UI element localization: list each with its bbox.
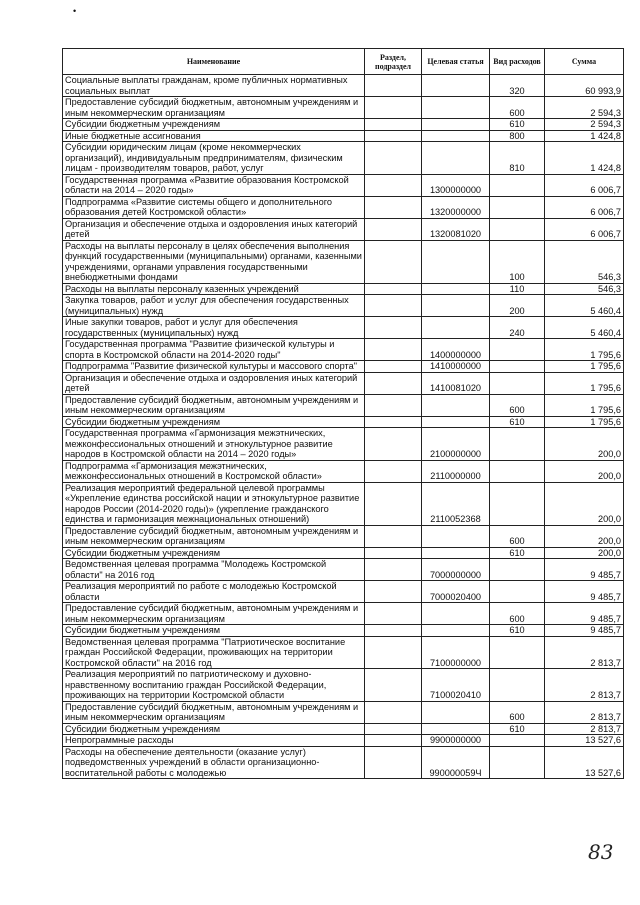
table-row [63, 174, 624, 196]
row-target-cell [422, 75, 490, 97]
table-row [63, 372, 624, 394]
table-row [63, 701, 624, 723]
row-target-cell [422, 701, 490, 723]
table-row [63, 547, 624, 559]
row-sum-cell: 2 813,7 [545, 669, 624, 702]
table-row [63, 196, 624, 218]
row-sum-cell: 9 485,7 [545, 581, 624, 603]
row-section-cell [365, 428, 422, 461]
row-section-cell [365, 625, 422, 637]
row-type-cell: 110 [490, 283, 545, 295]
row-type-cell: 610 [490, 119, 545, 131]
row-type-cell [490, 746, 545, 779]
row-section-cell [365, 130, 422, 142]
row-sum-cell: 5 460,4 [545, 295, 624, 317]
row-target-cell: 990000059Ч [422, 746, 490, 779]
table-row [63, 295, 624, 317]
row-name-cell: Предоставление субсидий бюджетным, автономным учреждениям и иным некоммерческим организациям [63, 525, 365, 547]
row-section-cell [365, 581, 422, 603]
row-section-cell [365, 416, 422, 428]
row-sum-cell: 9 485,7 [545, 603, 624, 625]
row-type-cell: 600 [490, 701, 545, 723]
row-sum-cell: 1 795,6 [545, 394, 624, 416]
row-section-cell [365, 240, 422, 283]
row-type-cell: 320 [490, 75, 545, 97]
row-section-cell [365, 547, 422, 559]
row-sum-cell: 2 813,7 [545, 701, 624, 723]
row-sum-cell: 1 795,6 [545, 361, 624, 373]
row-type-cell [490, 372, 545, 394]
row-section-cell [365, 559, 422, 581]
row-section-cell [365, 361, 422, 373]
row-section-cell [365, 295, 422, 317]
row-sum-cell: 6 006,7 [545, 174, 624, 196]
table-row [63, 559, 624, 581]
row-sum-cell: 200,0 [545, 525, 624, 547]
row-name-cell: Предоставление субсидий бюджетным, автономным учреждениям и иным некоммерческим организациям [63, 394, 365, 416]
row-type-cell: 810 [490, 142, 545, 175]
row-type-cell: 610 [490, 723, 545, 735]
row-section-cell [365, 603, 422, 625]
table-body [63, 75, 624, 779]
row-target-cell [422, 416, 490, 428]
row-section-cell [365, 636, 422, 669]
row-type-cell: 600 [490, 603, 545, 625]
row-target-cell [422, 142, 490, 175]
page-number: 83 [588, 840, 614, 864]
row-name-cell: Предоставление субсидий бюджетным, автономным учреждениям и иным некоммерческим организациям [63, 97, 365, 119]
row-name-cell: Субсидии бюджетным учреждениям [63, 416, 365, 428]
row-sum-cell: 546,3 [545, 283, 624, 295]
row-section-cell [365, 482, 422, 525]
row-name-cell: Реализация мероприятий по патриотическому и духовно-нравственному воспитанию граждан Российской Федерации, проживающих на территории Костромской области [63, 669, 365, 702]
table-row [63, 119, 624, 131]
row-section-cell [365, 196, 422, 218]
row-target-cell [422, 130, 490, 142]
row-target-cell: 1320000000 [422, 196, 490, 218]
table-row [63, 283, 624, 295]
row-sum-cell: 200,0 [545, 460, 624, 482]
row-sum-cell: 5 460,4 [545, 317, 624, 339]
row-section-cell [365, 525, 422, 547]
row-section-cell [365, 119, 422, 131]
row-target-cell [422, 547, 490, 559]
row-type-cell: 200 [490, 295, 545, 317]
budget-table [62, 48, 624, 779]
row-target-cell: 1300000000 [422, 174, 490, 196]
row-name-cell: Иные бюджетные ассигнования [63, 130, 365, 142]
row-sum-cell: 546,3 [545, 240, 624, 283]
row-target-cell: 7100020410 [422, 669, 490, 702]
row-type-cell [490, 581, 545, 603]
row-section-cell [365, 317, 422, 339]
row-name-cell: Подпрограмма "Развитие физической культуры и массового спорта" [63, 361, 365, 373]
table-row [63, 416, 624, 428]
table-row [63, 130, 624, 142]
row-type-cell [490, 174, 545, 196]
row-name-cell: Реализация мероприятий федеральной целевой программы «Укрепление единства российской нации и этнокультурное развитие народов России (2014-2020 годы)» (укрепление гражданского единства и гармонизация межнациональных отношений) [63, 482, 365, 525]
header-target: Целевая статья [422, 49, 490, 75]
row-target-cell [422, 119, 490, 131]
row-sum-cell: 9 485,7 [545, 559, 624, 581]
row-name-cell: Государственная программа «Гармонизация межэтнических, межконфессиональных отношений и этнокультурное развитие народов в Костромской области на 2014 – 2020 годы» [63, 428, 365, 461]
row-name-cell: Иные закупки товаров, работ и услуг для обеспечения государственных (муниципальных) нужд [63, 317, 365, 339]
row-name-cell: Реализация мероприятий по работе с молодежью Костромской области [63, 581, 365, 603]
row-sum-cell: 2 813,7 [545, 636, 624, 669]
row-name-cell: Предоставление субсидий бюджетным, автономным учреждениям и иным некоммерческим организациям [63, 603, 365, 625]
row-sum-cell: 2 594,3 [545, 119, 624, 131]
row-type-cell: 100 [490, 240, 545, 283]
row-type-cell: 600 [490, 97, 545, 119]
row-sum-cell: 6 006,7 [545, 218, 624, 240]
header-sum: Сумма [545, 49, 624, 75]
row-target-cell: 7100000000 [422, 636, 490, 669]
row-section-cell [365, 142, 422, 175]
row-type-cell [490, 669, 545, 702]
row-target-cell [422, 283, 490, 295]
row-name-cell: Организация и обеспечение отдыха и оздоровления иных категорий детей [63, 372, 365, 394]
row-section-cell [365, 460, 422, 482]
row-sum-cell: 60 993,9 [545, 75, 624, 97]
table-row [63, 97, 624, 119]
row-type-cell [490, 428, 545, 461]
table-row [63, 361, 624, 373]
table-row [63, 625, 624, 637]
row-target-cell: 1410081020 [422, 372, 490, 394]
header-name: Наименование [63, 49, 365, 75]
row-sum-cell: 200,0 [545, 482, 624, 525]
row-section-cell [365, 701, 422, 723]
row-target-cell [422, 295, 490, 317]
row-type-cell: 610 [490, 416, 545, 428]
row-target-cell: 1320081020 [422, 218, 490, 240]
table-row [63, 317, 624, 339]
row-section-cell [365, 394, 422, 416]
row-target-cell [422, 723, 490, 735]
row-name-cell: Государственная программа "Развитие физической культуры и спорта в Костромской области на 2014-2020 годы" [63, 339, 365, 361]
row-sum-cell: 9 485,7 [545, 625, 624, 637]
row-type-cell: 610 [490, 547, 545, 559]
table-row [63, 460, 624, 482]
row-sum-cell: 6 006,7 [545, 196, 624, 218]
row-section-cell [365, 75, 422, 97]
row-sum-cell: 200,0 [545, 547, 624, 559]
row-section-cell [365, 723, 422, 735]
table-row [63, 240, 624, 283]
table-row [63, 636, 624, 669]
table-row [63, 482, 624, 525]
row-name-cell: Расходы на обеспечение деятельности (оказание услуг) подведомственных учреждений в области организационно-воспитательной работы с молодежью [63, 746, 365, 779]
row-type-cell: 600 [490, 525, 545, 547]
table-row [63, 603, 624, 625]
row-name-cell: Субсидии бюджетным учреждениям [63, 625, 365, 637]
row-type-cell [490, 636, 545, 669]
row-target-cell: 2110052368 [422, 482, 490, 525]
row-name-cell: Субсидии бюджетным учреждениям [63, 547, 365, 559]
row-name-cell: Непрограммные расходы [63, 735, 365, 747]
row-name-cell: Субсидии бюджетным учреждениям [63, 723, 365, 735]
row-name-cell: Расходы на выплаты персоналу в целях обеспечения выполнения функций государственными (муниципальными) органами, казенными учреждениями, органами управления государственными внебюджетными фондами [63, 240, 365, 283]
row-type-cell [490, 559, 545, 581]
row-target-cell [422, 97, 490, 119]
row-name-cell: Ведомственная целевая программа "Молодежь Костромской области" на 2016 год [63, 559, 365, 581]
row-sum-cell: 1 795,6 [545, 372, 624, 394]
table-row [63, 735, 624, 747]
row-target-cell: 7000000000 [422, 559, 490, 581]
row-type-cell: 240 [490, 317, 545, 339]
row-target-cell [422, 603, 490, 625]
row-type-cell [490, 339, 545, 361]
row-name-cell: Расходы на выплаты персоналу казенных учреждений [63, 283, 365, 295]
row-target-cell: 9900000000 [422, 735, 490, 747]
table-header-row [63, 49, 624, 75]
row-section-cell [365, 372, 422, 394]
row-name-cell: Субсидии бюджетным учреждениям [63, 119, 365, 131]
row-name-cell: Организация и обеспечение отдыха и оздоровления иных категорий детей [63, 218, 365, 240]
row-sum-cell: 1 424,8 [545, 142, 624, 175]
table-row [63, 339, 624, 361]
row-name-cell: Подпрограмма «Гармонизация межэтнических, межконфессиональных отношений в Костромской области» [63, 460, 365, 482]
table-row [63, 525, 624, 547]
row-target-cell: 1400000000 [422, 339, 490, 361]
row-type-cell: 800 [490, 130, 545, 142]
row-type-cell [490, 735, 545, 747]
table-row [63, 746, 624, 779]
row-target-cell [422, 625, 490, 637]
row-sum-cell: 13 527,6 [545, 746, 624, 779]
table-row [63, 669, 624, 702]
row-name-cell: Закупка товаров, работ и услуг для обеспечения государственных (муниципальных) нужд [63, 295, 365, 317]
row-type-cell: 600 [490, 394, 545, 416]
row-section-cell [365, 669, 422, 702]
row-section-cell [365, 746, 422, 779]
row-section-cell [365, 283, 422, 295]
row-section-cell [365, 218, 422, 240]
row-target-cell [422, 317, 490, 339]
table-row [63, 142, 624, 175]
row-sum-cell: 2 813,7 [545, 723, 624, 735]
header-section: Раздел, подраздел [365, 49, 422, 75]
row-name-cell: Подпрограмма «Развитие системы общего и дополнительного образования детей Костромской области» [63, 196, 365, 218]
table-row [63, 394, 624, 416]
table-row [63, 581, 624, 603]
row-type-cell: 610 [490, 625, 545, 637]
row-name-cell: Государственная программа «Развитие образования Костромской области на 2014 – 2020 годы» [63, 174, 365, 196]
stray-mark: • [73, 6, 77, 16]
row-sum-cell: 200,0 [545, 428, 624, 461]
row-sum-cell: 1 424,8 [545, 130, 624, 142]
table-row [63, 428, 624, 461]
row-type-cell [490, 482, 545, 525]
row-sum-cell: 1 795,6 [545, 416, 624, 428]
row-section-cell [365, 339, 422, 361]
row-target-cell [422, 525, 490, 547]
row-type-cell [490, 361, 545, 373]
row-name-cell: Ведомственная целевая программа "Патриотическое воспитание граждан Российской Федерации, проживающих на территории Костромской области" на 2016 год [63, 636, 365, 669]
header-type: Вид расходов [490, 49, 545, 75]
table-row [63, 75, 624, 97]
row-type-cell [490, 218, 545, 240]
row-name-cell: Социальные выплаты гражданам, кроме публичных нормативных социальных выплат [63, 75, 365, 97]
row-target-cell [422, 240, 490, 283]
row-type-cell [490, 460, 545, 482]
row-section-cell [365, 735, 422, 747]
table-row [63, 218, 624, 240]
row-target-cell: 1410000000 [422, 361, 490, 373]
row-sum-cell: 13 527,6 [545, 735, 624, 747]
row-section-cell [365, 174, 422, 196]
row-target-cell: 2100000000 [422, 428, 490, 461]
row-sum-cell: 1 795,6 [545, 339, 624, 361]
row-target-cell: 7000020400 [422, 581, 490, 603]
row-sum-cell: 2 594,3 [545, 97, 624, 119]
row-name-cell: Субсидии юридическим лицам (кроме некоммерческих организаций), индивидуальным предпринимателям, физическим лицам - производителям товаров, работ, услуг [63, 142, 365, 175]
row-target-cell [422, 394, 490, 416]
row-target-cell: 2110000000 [422, 460, 490, 482]
row-section-cell [365, 97, 422, 119]
row-type-cell [490, 196, 545, 218]
table-row [63, 723, 624, 735]
row-name-cell: Предоставление субсидий бюджетным, автономным учреждениям и иным некоммерческим организациям [63, 701, 365, 723]
